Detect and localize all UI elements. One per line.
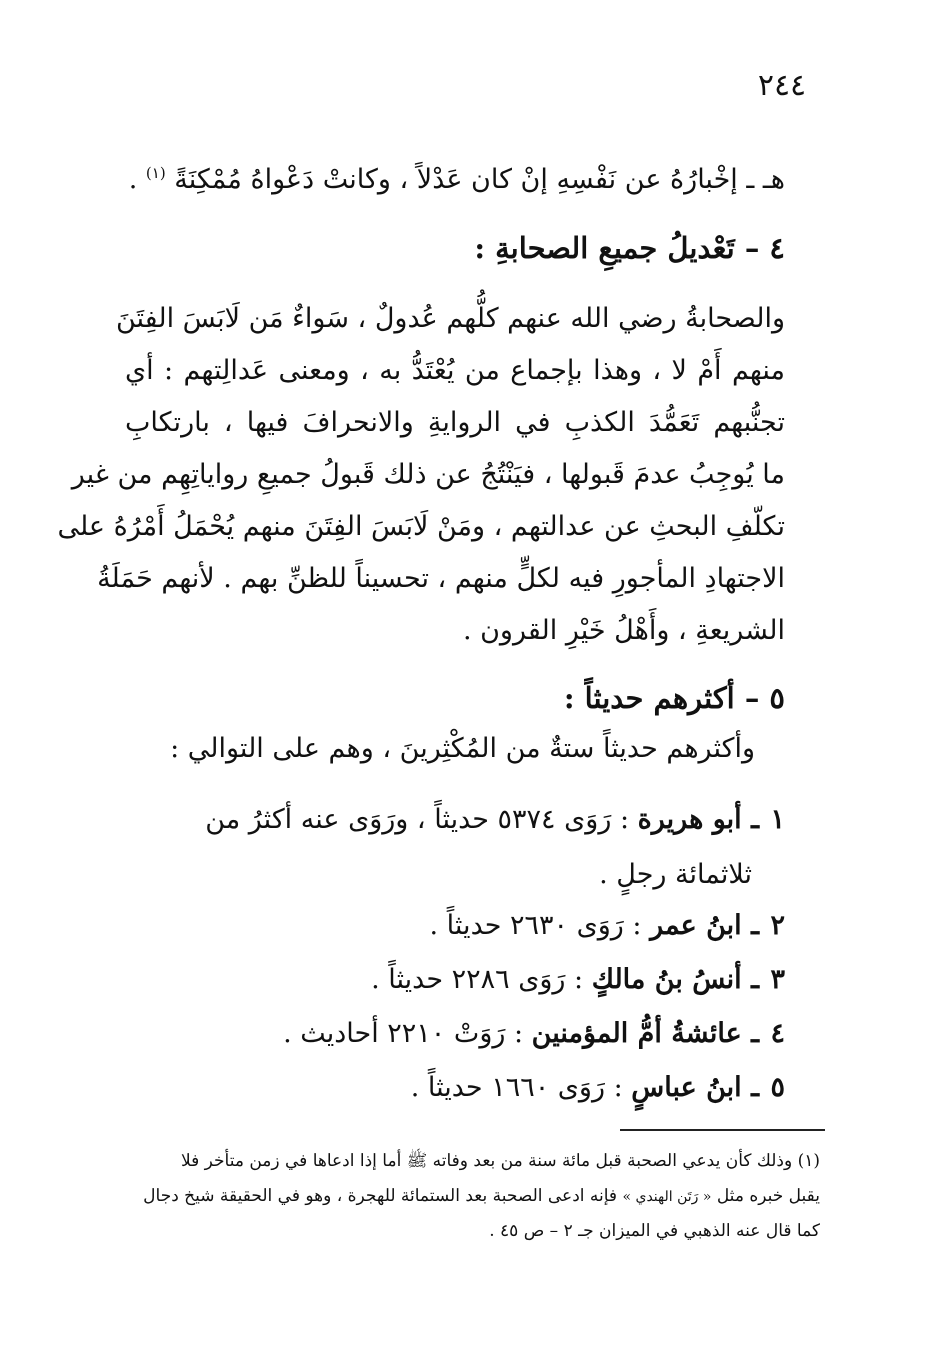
footnote-line-2 (108, 1181, 820, 1212)
section-4-line-5: تكلّفِ البحثِ عن عدالتهم ، ومَنْ لَابَسَ الفِتَنَ منهم يُحْمَلُ أَمْرُهُ على (57, 511, 785, 542)
list-item-1 (125, 798, 785, 842)
list-item-text: : رَوَى ٢٦٣٠ حديثاً . (429, 910, 651, 941)
footnote-divider (620, 1129, 825, 1131)
list-item-name: ـ أنسُ بنُ مالكٍ (591, 964, 759, 995)
list-item-1-continuation: ثلاثمائة رجلٍ . (599, 859, 752, 890)
list-item-text: : رَوَى ٢٢٨٦ حديثاً . (371, 964, 592, 995)
top-line (125, 151, 785, 202)
list-item-5 (411, 1066, 785, 1110)
top-line-end: . (128, 164, 138, 195)
list-item-name: ـ ابنُ عمر (650, 910, 759, 941)
list-item-2 (430, 904, 785, 948)
footnote-reference[interactable]: (١) (145, 164, 166, 182)
list-item-text: : رَوَى ١٦٦٠ حديثاً . (410, 1072, 632, 1103)
list-item-4 (283, 1012, 785, 1056)
list-item-text: : رَوَى ٥٣٧٤ حديثاً ، ورَوَى عنه أكثرُ من (205, 804, 638, 835)
footnote-line-1: (١) وذلك كأن يدعي الصحبة قبل مائة سنة من بعد وفاته ﷺ أما إذا ادعاها في زمن متأخر فلا (180, 1151, 820, 1171)
page-number: ٢٤٤ (757, 68, 807, 103)
list-item-number: ٣ (770, 964, 785, 995)
list-item-number: ١ (770, 804, 785, 835)
list-item-number: ٢ (770, 910, 785, 941)
footnote-text: يقبل خبره مثل (716, 1186, 820, 1206)
list-item-name: ـ عائشةُ أمُّ المؤمنين (531, 1018, 759, 1049)
top-line-text: هـ ـ إخْبارُهُ عن نَفْسِهِ إنْ كان عَدْلاً ، وكانتْ دَعْواهُ مُمْكِنَةً (174, 164, 785, 195)
section-4-line-2: منهم أَمْ لا ، وهذا بإجماع من يُعْتَدُّ به ، ومعنى عَدالِتهم : أي (125, 355, 785, 386)
list-item-number: ٥ (770, 1072, 785, 1103)
footnote-line-3: كما قال عنه الذهبي في الميزان جـ ٢ – ص ٤٥ . (489, 1221, 820, 1241)
section-4-line-3: تجنُّبهم تَعَمُّدَ الكذبِ في الروايةِ والانحرافَ فيها ، بارتكابِ (125, 407, 785, 438)
list-item-number: ٤ (770, 1018, 785, 1049)
section-4-line-7: الشريعةِ ، وأَهْلُ خَيْرِ القرون . (462, 615, 785, 646)
list-item-text: : رَوَتْ ٢٢١٠ أحاديث . (283, 1018, 532, 1049)
list-item-name: ـ أبو هريرة (637, 804, 759, 835)
list-item-3 (371, 958, 785, 1002)
section-4-heading: ٤ – تَعْديلُ جميعِ الصحابةِ : (474, 231, 785, 265)
section-5-intro: وأكثرهم حديثاً ستةٌ من المُكْثِرينَ ، وهم على التوالي : (170, 733, 755, 764)
footnote-text: فإنه ادعى الصحبة بعد الستمائة للهجرة ، وهو في الحقيقة شيخ دجال (143, 1186, 618, 1206)
section-4-line-6: الاجتهادِ المأجورِ فيه لكلٍّ منهم ، تحسيناً للظنِّ بهم . لأنهم حَمَلَةُ (97, 563, 785, 594)
list-item-name: ـ ابنُ عباسٍ (631, 1072, 759, 1103)
section-4-line-1: والصحابةُ رضي الله عنهم كلُّهم عُدولٌ ، سَواءٌ مَن لَابَسَ الفِتَنَ (115, 303, 785, 334)
footnote-quoted-name: « رَتَن الهندي » (622, 1189, 712, 1205)
section-5-heading: ٥ – أكثرهم حديثاً : (563, 681, 785, 715)
section-4-line-4: ما يُوجِبُ عدمَ قَبولها ، فيَنْتُجُ عن ذلك قَبولُ جميعِ رواياتِهِم من غير (71, 459, 785, 490)
